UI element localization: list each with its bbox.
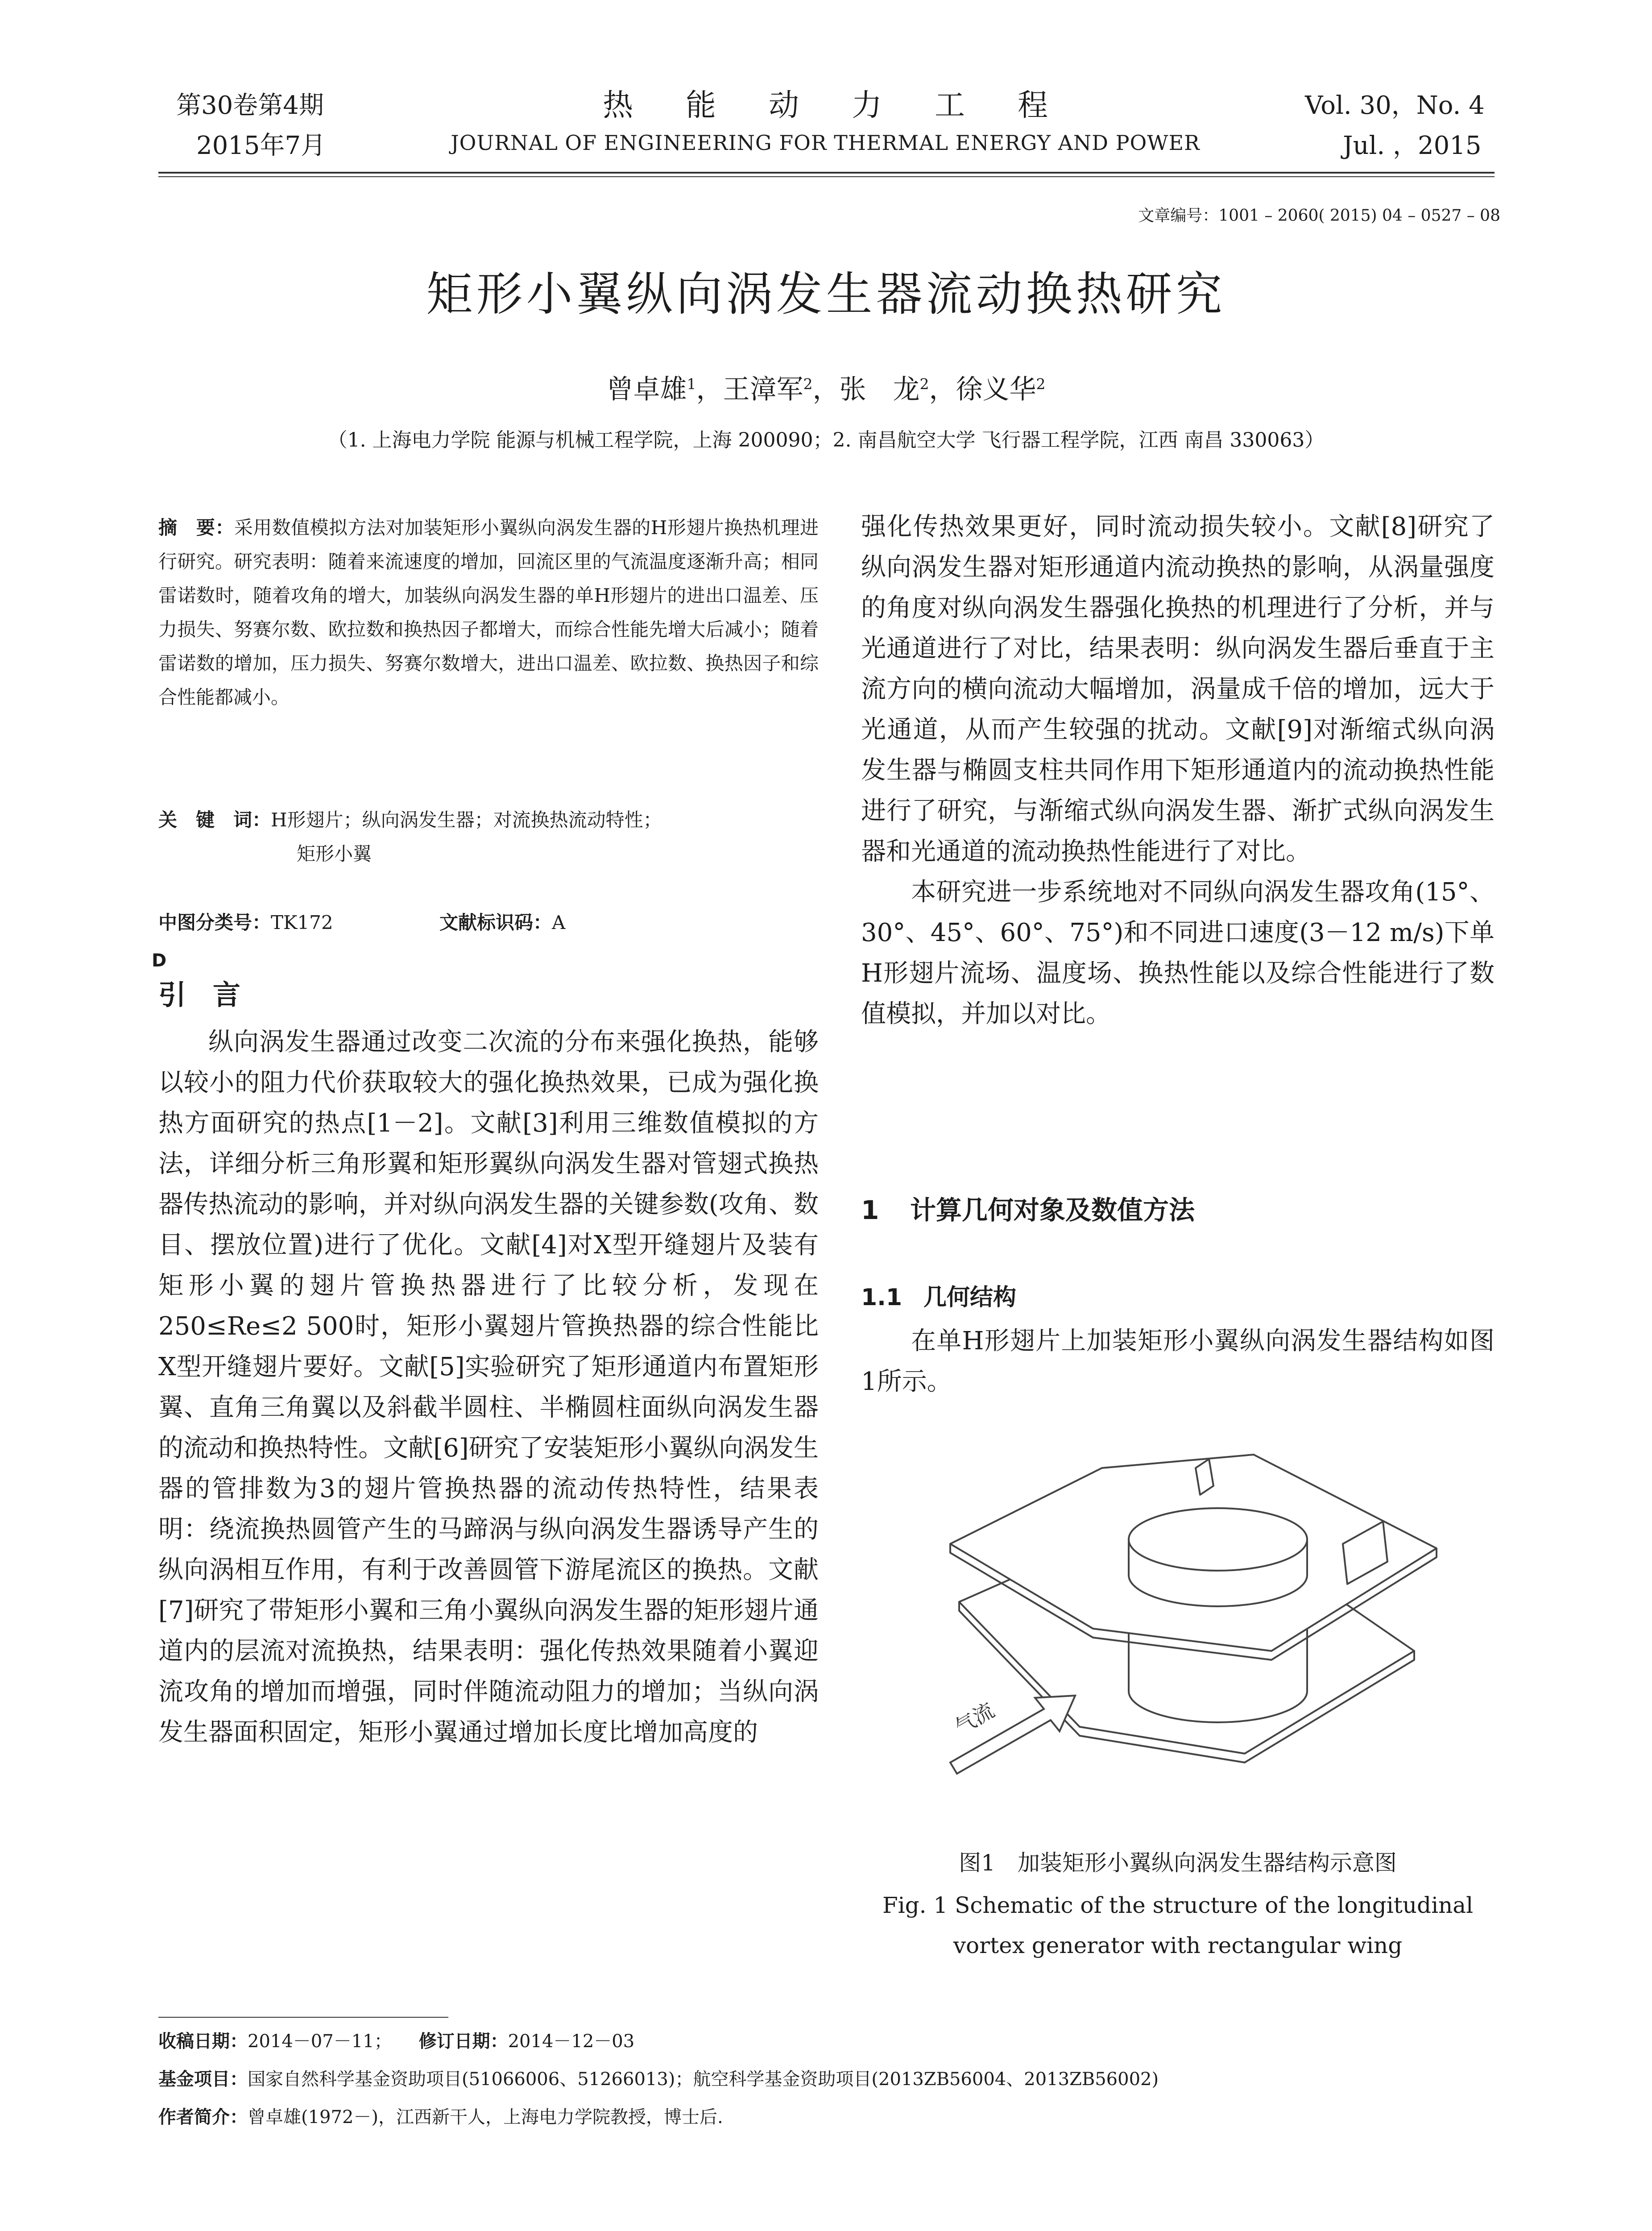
journal-title-en: JOURNAL OF ENGINEERING FOR THERMAL ENERGY AND POWER <box>451 131 1200 155</box>
section1-text <box>861 1321 1495 1402</box>
caption-en-line: Fig. 1 Schematic of the structure of the longitudinal <box>882 1892 1474 1918</box>
keywords-text-continued: 矩形小翼 <box>297 843 372 865</box>
subsection-heading <box>861 1278 1016 1312</box>
author-bio-label: 作者简介： <box>158 2107 248 2127</box>
abstract-text: 采用数值模拟方法对加装矩形小翼纵向涡发生器的H形翅片换热机理进行研究。研究表明：随着来流速度的增加，回流区里的气流温度逐渐升高；相同雷诺数时，随着攻角的增大，加装纵向涡发生器的单H形翅片的进出口温差、压力损失、努赛尔数、欧拉数和换热因子都增大，而综合性能先增大后减小；随着雷诺数的增加，压力损失、努赛尔数增大，进出口温差、欧拉数、换热因子和综合性能都减小。 <box>158 517 819 708</box>
author-affiliation-mark: 2 <box>1036 375 1046 393</box>
section-title: 计算几何对象及数值方法 <box>910 1195 1195 1225</box>
subsection-title: 几何结构 <box>923 1284 1017 1311</box>
fund-label: 基金项目： <box>158 2069 248 2090</box>
revised-label: 修订日期： <box>418 2031 508 2052</box>
abstract-label: 摘 要： <box>158 517 234 539</box>
doccode-value: A <box>552 912 566 933</box>
section-number: 1 <box>861 1195 879 1225</box>
received-date: 2014－07－11； <box>248 2031 383 2052</box>
intro-paragraph-left <box>158 1022 819 1753</box>
author-bio-text: 曾卓雄(1972－)，江西新干人，上海电力学院教授，博士后. <box>248 2107 723 2127</box>
subsection-number: 1.1 <box>861 1284 903 1311</box>
keywords-label: 关 键 词： <box>158 809 271 831</box>
body-paragraph: 纵向涡发生器通过改变二次流的分布来强化换热，能够以较小的阻力代价获取较大的强化换热效果，已成为强化换热方面研究的热点[1－2]。文献[3]利用三维数值模拟的方法，详细分析三角形翼和矩形翼纵向涡发生器对管翅式换热器传热流动的影响，并对纵向涡发生器的关键参数(攻角、数目、摆放位置)进行了优化。文献[4]对X型开缝翅片及装有矩形小翼的翅片管换热器进行了比较分析，发现在250≤Re≤2 500时，矩形小翼翅片管换热器的综合性能比X型开缝翅片要好。文献[5]实验研究了矩形通道内布置矩形翼、直角三角翼以及斜截半圆柱、半椭圆柱面纵向涡发生器的流动和换热特性。文献[6]研究了安装矩形小翼纵向涡发生器的管排数为3的翅片管换热器的流动传热特性，结果表明：绕流换热圆管产生的马蹄涡与纵向涡发生器诱导产生的纵向涡相互作用，有利于改善圆管下游尾流区的换热。文献[7]研究了带矩形小翼和三角小翼纵向涡发生器的矩形翅片通道内的层流对流换热，结果表明：强化传热效果随着小翼迎流攻角的增加而增强，同时伴随流动阻力的增加；当纵向涡发生器面积固定，矩形小翼通过增加长度比增加高度的 <box>158 1028 819 1747</box>
flow-label: 气流 <box>951 1698 998 1740</box>
footnote-author <box>158 2104 723 2131</box>
header-rule-thick <box>158 172 1495 174</box>
body-paragraph: 强化传热效果更好，同时流动损失较小。文献[8]研究了纵向涡发生器对矩形通道内流动换热的影响，从涡量强度的角度对纵向涡发生器强化换热的机理进行了分析，并与光通道进行了对比，结果表明：纵向涡发生器后垂直于主流方向的横向流动大幅增加，涡量成千倍的增加，远大于光通道，从而产生较强的扰动。文献[9]对渐缩式纵向涡发生器与椭圆支柱共同作用下矩形通道内的流动换热性能进行了研究，与渐缩式纵向涡发生器、渐扩式纵向涡发生器和光通道的流动换热性能进行了对比。 <box>861 512 1495 866</box>
issue-month: Jul. ，2015 <box>1343 131 1482 160</box>
author-name: 王漳军 <box>723 374 803 405</box>
body-paragraph: 本研究进一步系统地对不同纵向涡发生器攻角(15°、30°、45°、60°、75°)和不同进口速度(3－12 m/s)下单H形翅片流场、温度场、换热性能以及综合性能进行了数值模拟，并加以对比。 <box>861 878 1495 1028</box>
author-name: 曾卓雄 <box>606 374 687 405</box>
section-marker: D <box>152 950 167 971</box>
clc-value: TK172 <box>271 912 333 933</box>
header-rule-thin <box>158 176 1495 177</box>
author-affiliation-mark: 2 <box>803 375 813 393</box>
revised-date: 2014－12－03 <box>508 2031 635 2052</box>
volume-number: Vol. 30，No. 4 <box>1305 91 1485 120</box>
footnote-dates <box>158 2028 634 2055</box>
keywords <box>158 803 819 837</box>
caption-en-line: vortex generator with rectangular wing <box>953 1932 1403 1958</box>
section-heading <box>861 1189 1195 1227</box>
figure-caption-cn: 图1 加装矩形小翼纵向涡发生器结构示意图 <box>959 1850 1397 1876</box>
footnote-fund <box>158 2066 1159 2093</box>
keywords-text: H形翅片；纵向涡发生器；对流换热流动特性； <box>271 809 662 831</box>
figure-caption-en <box>861 1885 1495 1966</box>
journal-title-cn: 热能动力工程 <box>602 88 1101 123</box>
document-code <box>439 906 565 940</box>
article-number: 文章编号：1001 – 2060( 2015) 04 – 0527 – 08 <box>1138 207 1500 225</box>
issue-date: 2015年7月 <box>196 131 326 160</box>
author-name: 徐义华 <box>956 374 1036 405</box>
article-title: 矩形小翼纵向涡发生器流动换热研究 <box>426 267 1226 321</box>
received-label: 收稿日期： <box>158 2031 248 2052</box>
author-name: 张 龙 <box>839 374 920 405</box>
doccode-label: 文献标识码： <box>439 912 552 933</box>
right-column-top <box>861 506 1495 1034</box>
fund-text: 国家自然科学基金资助项目(51066006、51266013)；航空科学基金资助项目(2013ZB56004、2013ZB56002) <box>248 2069 1159 2090</box>
abstract <box>158 511 819 714</box>
issue-volume: 第30卷第4期 <box>176 91 324 120</box>
author-list: 曾卓雄$^1$，王漳军$^2$，张 龙$^2$，徐义华$^2$ <box>606 374 1046 405</box>
body-paragraph: 在单H形翅片上加装矩形小翼纵向涡发生器结构如图1所示。 <box>861 1327 1495 1396</box>
figure-1 <box>932 1441 1450 1789</box>
author-affiliation-mark: 2 <box>919 375 929 393</box>
affiliations: （1. 上海电力学院 能源与机械工程学院，上海 200090；2. 南昌航空大学 飞行器工程学院，江西 南昌 330063） <box>327 429 1325 452</box>
clc-label: 中图分类号： <box>158 912 271 933</box>
classification-number <box>158 906 333 940</box>
vortex-generator-schematic <box>932 1441 1450 1789</box>
intro-heading: 引言 <box>158 979 268 1011</box>
tube-top <box>1129 1508 1307 1571</box>
footnote-rule <box>158 2017 448 2018</box>
author-affiliation-mark: 1 <box>687 375 696 393</box>
